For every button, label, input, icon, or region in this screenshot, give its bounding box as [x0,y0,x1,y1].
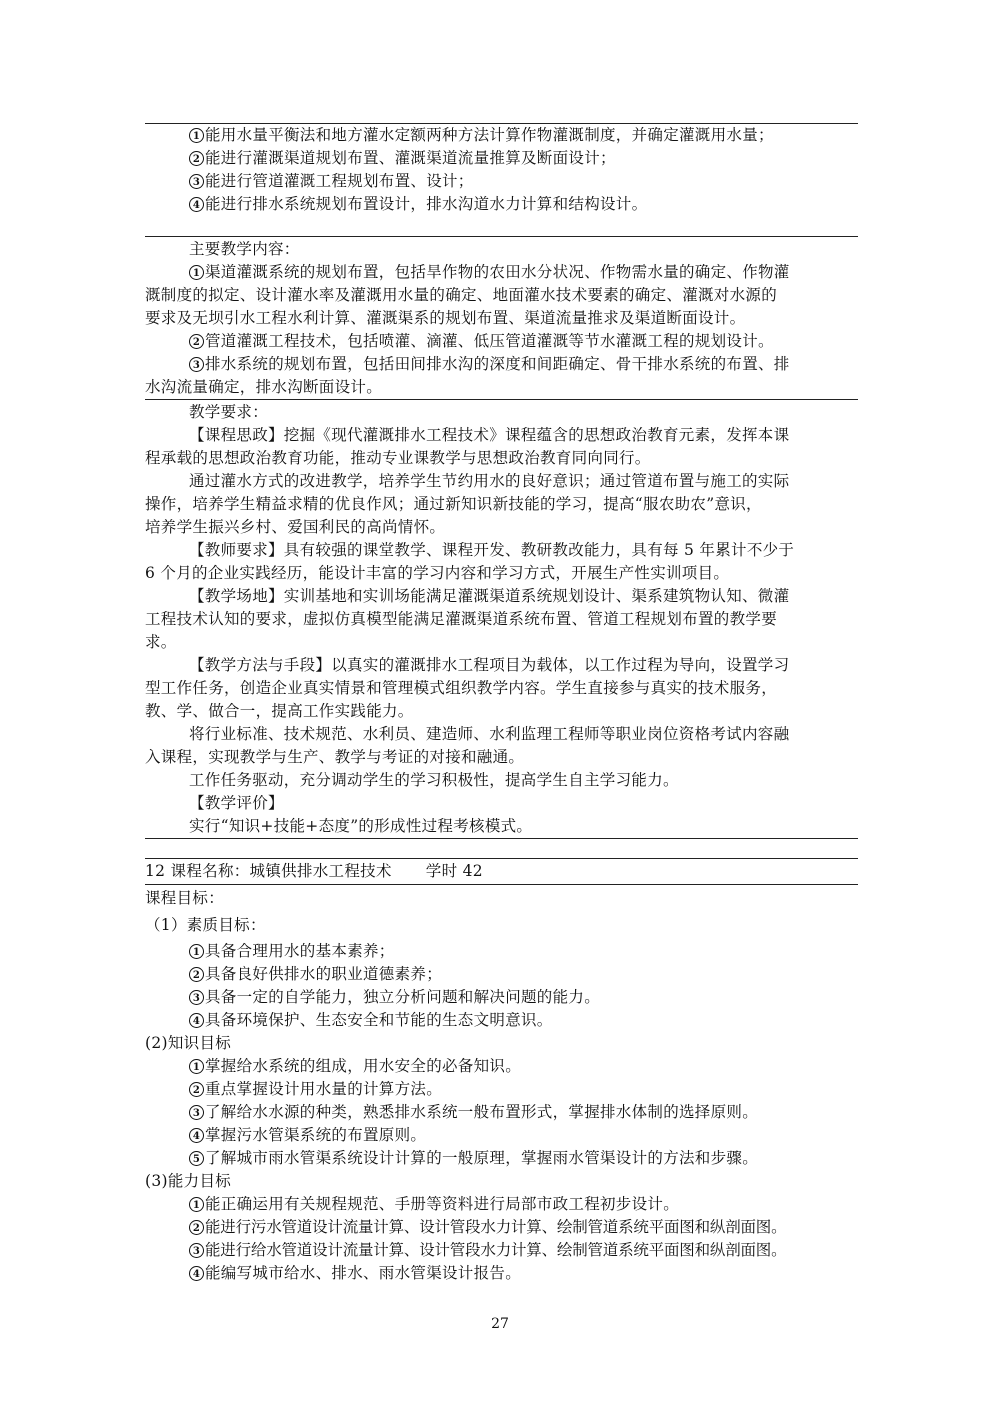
paragraph-line: 求。 [145,633,177,651]
paragraph-line: 教、学、做合一，提高工作实践能力。 [145,702,414,720]
paragraph-line: 3 排水系统的规划布置，包括田间排水沟的深度和间距确定、骨干排水系统的布置、排 [145,353,858,376]
paragraph-line: 培养学生振兴乡村、爱国利民的高尚情怀。 [145,518,446,536]
circled-number: 1 [189,128,204,143]
list-item: 4 具备环境保护、生态安全和节能的生态文明意识。 [145,1009,858,1032]
page-number: 27 [491,1316,509,1332]
paragraph-line: 6 个月的企业实践经历，能设计丰富的学习内容和学习方式，开展生产性实训项目。 [145,564,730,582]
paragraph-line: 【教学方法与手段】以真实的灌溉排水工程项目为载体，以工作过程为导向，设置学习 [189,656,790,674]
section-heading: 主要教学内容： [189,240,300,258]
divider [145,838,858,839]
paragraph-line: 通过灌水方式的改进教学，培养学生节约用水的良好意识；通过管道布置与施工的实际 [189,472,790,490]
list-item: 1 掌握给水系统的组成，用水安全的必备知识。 [145,1055,858,1078]
list-item: 4 掌握污水管渠系统的布置原则。 [145,1124,858,1147]
circled-number: 4 [189,1266,204,1281]
list-item-text: 能进行管道灌溉工程规划布置、设计； [205,172,474,190]
course-hours: 学时 42 [425,862,483,880]
circled-number: 4 [189,197,204,212]
list-item: 1 具备合理用水的基本素养； [145,940,858,963]
paragraph-line: 工程技术认知的要求，虚拟仿真模型能满足灌溉渠道系统布置、管道工程规划布置的教学要 [145,610,778,628]
section-heading: 课程目标： [145,889,225,907]
circled-number: 2 [189,967,204,982]
circled-number: 3 [189,1243,204,1258]
paragraph-line: 将行业标准、技术规范、水利员、建造师、水利监理工程师等职业岗位资格考试内容融 [189,725,790,743]
course-title: 12 课程名称：城镇供排水工程技术 [145,862,392,880]
paragraph-line: 溉制度的拟定、设计灌水率及灌溉用水量的确定、地面灌水技术要素的确定、灌溉对水源的 [145,286,778,304]
list-item: 1 能正确运用有关规程规范、手册等资料进行局部市政工程初步设计。 [145,1193,858,1216]
circled-number: 1 [189,1059,204,1074]
divider [145,236,858,237]
circled-number: 2 [189,1220,204,1235]
circled-number: 1 [189,265,204,280]
circled-number: 4 [189,1013,204,1028]
list-item [145,124,858,147]
circled-number: 3 [189,1105,204,1120]
paragraph-line: 工作任务驱动，充分调动学生的学习积极性，提高学生自主学习能力。 [189,771,679,789]
list-item [145,170,858,193]
circled-number: 2 [189,1082,204,1097]
paragraph-line: 【教师要求】具有较强的课堂教学、课程开发、教研教改能力，具有每 5 年累计不少于 [189,541,795,559]
course-title-row [145,860,858,883]
circled-number: 1 [189,944,204,959]
list-item: 5 了解城市雨水管渠系统设计计算的一般原理，掌握雨水管渠设计的方法和步骤。 [145,1147,858,1170]
circled-number: 1 [189,1197,204,1212]
list-item: 2 具备良好供排水的职业道德素养； [145,963,858,986]
paragraph-line: 2 管道灌溉工程技术，包括喷灌、滴灌、低压管道灌溉等节水灌溉工程的规划设计。 [145,330,858,353]
subsection-heading: （1）素质目标： [145,916,266,934]
list-item [145,147,858,170]
circled-number: 5 [189,1151,204,1166]
list-item [145,193,858,216]
paragraph-line: 水沟流量确定，排水沟断面设计。 [145,378,383,396]
paragraph-line: 【课程思政】挖掘《现代灌溉排水工程技术》课程蕴含的思想政治教育元素，发挥本课 [189,426,790,444]
list-item: 4 能编写城市给水、排水、雨水管渠设计报告。 [145,1262,858,1285]
list-item-text: 能进行排水系统规划布置设计，排水沟道水力计算和结构设计。 [205,195,648,213]
paragraph-line: 实行“知识+技能+态度”的形成性过程考核模式。 [189,817,533,835]
list-item: 3 了解给水水源的种类，熟悉排水系统一般布置形式，掌握排水体制的选择原则。 [145,1101,858,1124]
list-item: 3 能进行给水管道设计流量计算、设计管段水力计算、绘制管道系统平面图和纵剖面图。 [145,1239,858,1262]
circled-number: 2 [189,334,204,349]
circled-number: 3 [189,357,204,372]
paragraph-line: 要求及无坝引水工程水利计算、灌溉渠系的规划布置、渠道流量推求及渠道断面设计。 [145,309,746,327]
paragraph-line: 操作，培养学生精益求精的优良作风；通过新知识新技能的学习，提高“服农助农”意识， [145,495,762,513]
paragraph-line: 【教学场地】实训基地和实训场能满足灌溉渠道系统规划设计、渠系建筑物认知、微灌 [189,587,790,605]
subsection-heading: (3)能力目标 [145,1172,232,1190]
circled-number: 3 [189,990,204,1005]
circled-number: 3 [189,174,204,189]
paragraph-line: 【教学评价】 [189,794,284,812]
paragraph-line: 型工作任务，创造企业真实情景和管理模式组织教学内容。学生直接参与真实的技术服务， [145,679,778,697]
paragraph-line: 入课程，实现教学与生产、教学与考证的对接和融通。 [145,748,525,766]
section-heading: 教学要求： [189,403,269,421]
list-item: 2 能进行污水管道设计流量计算、设计管段水力计算、绘制管道系统平面图和纵剖面图。 [145,1216,858,1239]
paragraph-line: 1 渠道灌溉系统的规划布置，包括旱作物的农田水分状况、作物需水量的确定、作物灌 [145,261,858,284]
paragraph-line: 程承载的思想政治教育功能，推动专业课教学与思想政治教育同向同行。 [145,449,651,467]
divider [145,884,858,885]
divider [145,399,858,400]
list-item: 3 具备一定的自学能力，独立分析问题和解决问题的能力。 [145,986,858,1009]
list-item: 2 重点掌握设计用水量的计算方法。 [145,1078,858,1101]
circled-number: 2 [189,151,204,166]
list-item-text: 能进行灌溉渠道规划布置、灌溉渠道流量推算及断面设计； [205,149,616,167]
list-item-text: 能用水量平衡法和地方灌水定额两种方法计算作物灌溉制度，并确定灌溉用水量； [205,126,774,144]
circled-number: 4 [189,1128,204,1143]
subsection-heading: (2)知识目标 [145,1034,232,1052]
divider [145,858,858,859]
